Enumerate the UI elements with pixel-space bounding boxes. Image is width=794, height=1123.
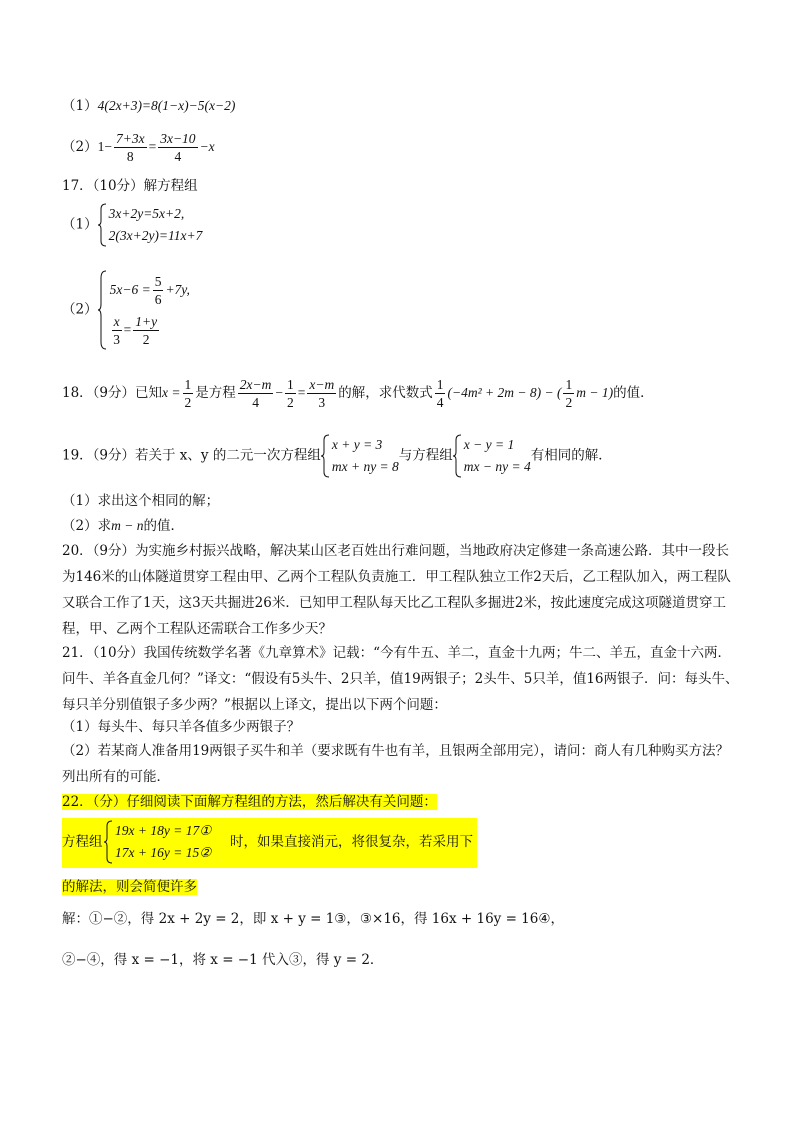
q20-text: 20．（9分）为实施乡村振兴战略，解决某山区老百姓出行难问题，当地政府决定修建一条高速公路．其中一段长为146米的山体隧道贯穿工程由甲、乙两个工程队负责施工．甲工程队独立工作2天后，乙工程队加入，两工程队又联合工作了1天，这3天共掘进26米．已知甲工程队每天比乙工程队多掘进2米，按此速度完成这项隧道贯穿工程，甲、乙两个工程队还需联合工作多少天？	[62, 543, 731, 637]
q16-part2-fraction-left: $\frac{7+3x}{8}$	[115, 131, 145, 164]
q19-system-2: x − y = 1 mx − ny = 4	[453, 434, 531, 478]
q21-text: 21．（10分）我国传统数学名著《九章算术》记载：“今有牛五、羊二，直金十九两；牛二、羊五，直金十六两．问牛、羊各直金几何？”译文：“假设有5头牛、2只羊，值19两银子；2头牛、5只羊，值16两银子．问：每头牛、每只羊分别值银子多少两？”根据以上译文，提出以下两个问题：	[62, 645, 739, 713]
q17-part2-label: （2）	[62, 301, 98, 318]
q19-system-1: x + y = 3 mx + ny = 8	[321, 434, 399, 478]
left-brace-icon	[104, 820, 113, 864]
q17-part1-label: （1）	[62, 216, 98, 233]
q19-prefix: 19．（9分）若关于 x、y 的二元一次方程组	[62, 447, 321, 464]
left-brace-icon	[98, 203, 107, 247]
q16-part1	[62, 96, 235, 116]
q17-part1	[62, 203, 202, 247]
q17-header: 17．（10分）解方程组	[62, 178, 198, 194]
q16-part1-equation: 4(2x+3)=8(1−x)−5(x−2)	[97, 98, 236, 113]
q16-part2: （2）1− $\frac{7+3x}{8}$ = $\frac{3x-10}{4}$ −x	[62, 131, 215, 164]
q19-sub1: （1）求出这个相同的解；	[62, 493, 220, 509]
q19: 19．（9分）若关于 x、y 的二元一次方程组 x + y = 3 mx + ny = 8 与方程组 x − y = 1 mx − ny = 4 有相同的解．	[62, 434, 612, 478]
q17-part2-system: 5x−6 = $\frac{5}{6}$ +7y, $\frac{x}{3}$ = $\frac{1+y}{2}$	[98, 270, 190, 350]
q16-part2-one-minus: 1−	[97, 139, 112, 154]
q21-sub1: （1）每头牛、每只羊各值多少两银子？	[62, 719, 301, 735]
q21-sub2: （2）若某商人准备用19两银子买牛和羊（要求既有牛也有羊，且银两全部用完），请问：商人有几种购买方法？列出所有的可能．	[62, 743, 730, 785]
left-brace-icon	[98, 270, 107, 350]
q16-part2-fraction-right: $\frac{3x-10}{4}$	[160, 131, 196, 164]
q22-solution-2: ②−④，得 x = −1，将 x = −1 代入③，得 y = 2．	[62, 952, 384, 968]
q18: 18．（9分）已知x = $\frac{1}{2}$ 是方程 $\frac{2x-m}{4}$ − $\frac{1}{2}$ = $\frac{x-m}{3}$ 的解，求代数式 $\frac{1}{4}$ (−4m² + 2m − 8) − ( $\frac{1}{2}$ m − 1)的值．	[62, 377, 654, 410]
q17-part1-system: 3x+2y=5x+2, 2(3x+2y)=11x+7	[98, 203, 203, 247]
q19-sub2: （2）求m − n的值．	[62, 518, 184, 534]
left-brace-icon	[321, 434, 330, 478]
left-brace-icon	[453, 434, 462, 478]
q22-line3: 的解法，则会简便许多	[62, 879, 197, 895]
q16-part2-label: （2）	[62, 139, 98, 155]
q18-prefix: 18．（9分）已知	[62, 385, 163, 401]
q16-part1-label: （1）	[62, 98, 98, 114]
q22-system-line: 方程组 19x + 18y = 17① 17x + 16y = 15② 时，如果直接消元，将很复杂，若采用下	[62, 818, 477, 868]
q22-header	[62, 792, 437, 812]
q22-header-text: 22．（分）仔细阅读下面解方程组的方法，然后解决有关问题：	[62, 794, 437, 810]
q17-part2	[62, 270, 190, 350]
q22-system: 19x + 18y = 17① 17x + 16y = 15②	[104, 820, 211, 864]
q22-solution-1: 解：①−②，得 2x + 2y = 2，即 x + y = 1③，③×16，得 16x + 16y = 16④，	[62, 911, 564, 927]
